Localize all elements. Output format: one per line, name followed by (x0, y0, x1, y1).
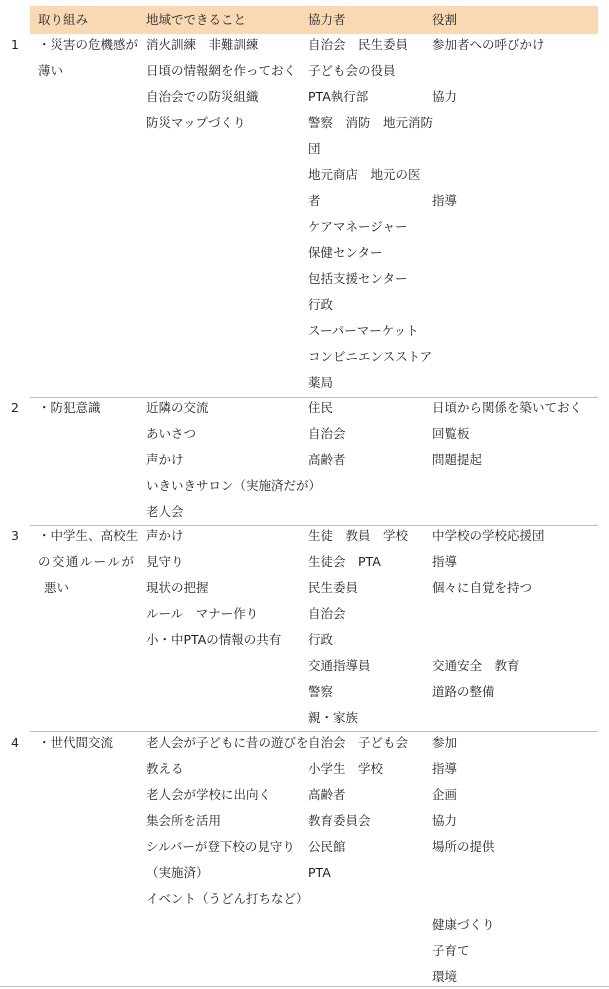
action-item: イベント（うどん打ちなど） (146, 891, 309, 906)
role-item: 参加者への呼びかけ (432, 37, 545, 52)
action-item: 老人会が子どもに昔の遊びを (146, 735, 309, 750)
role-item: 環境 (432, 969, 458, 984)
header-partners: 協力者 (308, 12, 346, 27)
partner-item: 小学生 学校 (308, 761, 384, 776)
partner-item: 警察 (308, 684, 334, 699)
partner-item: 行政 (308, 297, 334, 312)
partner-item: 薬局 (308, 375, 334, 390)
partner-item: 公民館 (308, 839, 346, 854)
partner-item: 住民 (308, 400, 334, 415)
partner-item: 自治会 子ども会 (308, 735, 409, 750)
partner-item: 地元商店 地元の医 (308, 167, 421, 182)
role-item: 指導 (432, 554, 458, 569)
action-item: いきいきサロン（実施済だが） (146, 478, 322, 493)
action-item: ルール マナー作り (146, 606, 259, 621)
action-item: 声かけ (146, 528, 184, 543)
topic-text: 薄い (38, 63, 64, 78)
partner-item: PTA (308, 865, 331, 880)
partner-item: 親・家族 (308, 710, 359, 725)
action-item: 集会所を活用 (146, 813, 222, 828)
role-item: 道路の整備 (432, 684, 495, 699)
role-item: 企画 (432, 787, 458, 802)
action-item: 現状の把握 (146, 580, 209, 595)
partner-item: 団 (308, 141, 321, 156)
partner-item: 行政 (308, 632, 334, 647)
role-item: 健康づくり (432, 917, 495, 932)
action-item: （実施済） (146, 865, 209, 880)
action-item: シルバーが登下校の見守り (146, 839, 295, 854)
role-item: 回覧板 (432, 426, 470, 441)
partner-item: 生徒会 PTA (308, 554, 381, 569)
partner-item: 教育委員会 (308, 813, 371, 828)
partner-item: 生徒 教員 学校 (308, 528, 409, 543)
table-bottom-border (0, 986, 609, 987)
role-item: 交通安全 教育 (432, 658, 520, 673)
role-item: 協力 (432, 89, 458, 104)
partner-item: 自治会 民生委員 (308, 37, 409, 52)
partner-item: 者 (308, 193, 321, 208)
action-item: 老人会が学校に出向く (146, 787, 272, 802)
action-item: 日頃の情報網を作っておく (146, 63, 297, 78)
action-item: 自治会での防災組織 (146, 89, 259, 104)
action-item: 声かけ (146, 452, 184, 467)
row-divider (30, 397, 598, 398)
row-divider (30, 525, 598, 526)
header-initiative: 取り組み (38, 12, 89, 27)
partner-item: 交通指導員 (308, 658, 371, 673)
partner-item: コンビニエンスストア (308, 349, 433, 364)
role-item: 子育て (432, 943, 470, 958)
role-item: 参加 (432, 735, 458, 750)
partner-item: 包括支援センター (308, 271, 408, 286)
role-item: 指導 (432, 193, 458, 208)
row-number: 1 (11, 37, 19, 52)
partner-item: ケアマネージャー (308, 219, 408, 234)
partner-item: 高齢者 (308, 787, 346, 802)
role-item: 日頃から関係を築いておく (432, 400, 583, 415)
role-item: 中学校の学校応援団 (432, 528, 545, 543)
partner-item: スーパーマーケット (308, 323, 419, 338)
action-item: 老人会 (146, 504, 184, 519)
partner-item: 警察 消防 地元消防 (308, 115, 434, 130)
action-item: 消火訓練 非難訓練 (146, 37, 259, 52)
action-item: 教える (146, 761, 184, 776)
topic-text: の 交 通 ル ー ル が (38, 554, 134, 569)
role-item: 場所の提供 (432, 839, 495, 854)
partner-item: 高齢者 (308, 452, 346, 467)
topic-text: ・世代間交流 (38, 735, 114, 750)
action-item: あいさつ (146, 426, 197, 441)
partner-item: 自治会 (308, 606, 346, 621)
topic-text: ・ 中 学 生 、 高 校 生 (38, 528, 139, 543)
role-item: 協力 (432, 813, 458, 828)
header-role: 役割 (432, 12, 458, 27)
partner-item: 保健センター (308, 245, 383, 260)
topic-text: ・防犯意識 (38, 400, 101, 415)
role-item: 問題提起 (432, 452, 483, 467)
action-item: 防災マップづくり (146, 115, 246, 130)
role-item: 指導 (432, 761, 458, 776)
topic-text: ・災害の危機感が (38, 37, 139, 52)
action-item: 見守り (146, 554, 184, 569)
action-item: 小・中PTAの情報の共有 (146, 632, 282, 647)
partner-item: PTA執行部 (308, 89, 369, 104)
partner-item: 子ども会の役員 (308, 63, 396, 78)
row-divider (30, 731, 598, 732)
partner-item: 民生委員 (308, 580, 359, 595)
action-item: 近隣の交流 (146, 400, 209, 415)
partner-item: 自治会 (308, 426, 346, 441)
row-number: 3 (11, 528, 19, 543)
row-number: 4 (11, 735, 19, 750)
header-local-actions: 地域でできること (146, 12, 247, 27)
topic-text: 悪い (44, 580, 70, 595)
row-number: 2 (11, 400, 19, 415)
role-item: 個々に自覚を持つ (432, 580, 533, 595)
